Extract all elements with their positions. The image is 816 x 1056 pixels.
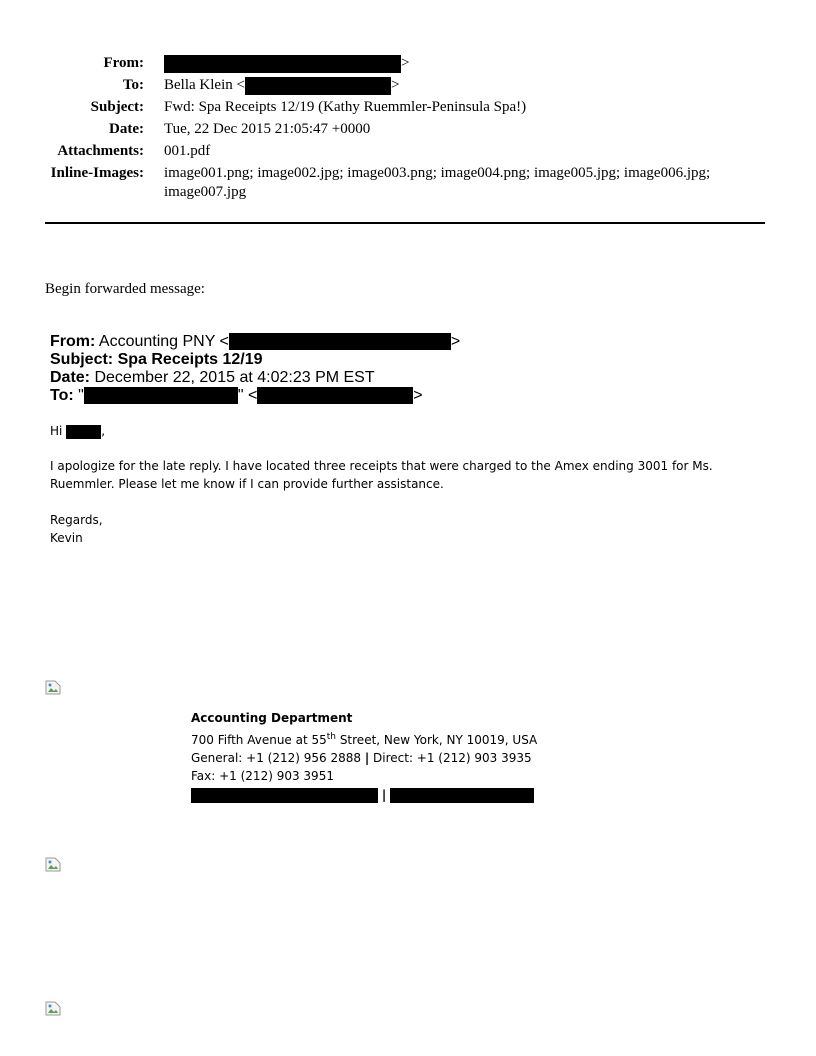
subject-label: Subject:: [90, 99, 144, 115]
forwarded-date-value: December 22, 2015 at 4:02:23 PM EST: [94, 369, 375, 386]
forwarded-subject-value: Spa Receipts 12/19: [117, 351, 263, 368]
forwarded-to-mid: " <: [237, 387, 258, 404]
forwarded-date-row: [50, 369, 375, 387]
signature-contact-redacted: [191, 786, 534, 804]
redacted-block: [191, 788, 378, 803]
forwarded-to-trail: >: [413, 387, 423, 404]
redacted-block: [390, 788, 534, 803]
inline-images-value-line1: image001.png; image002.jpg; image003.png; image004.png; image005.jpg; image006.jpg;: [164, 165, 711, 181]
redacted-block: [66, 425, 101, 439]
inline-images-value-line2: image007.jpg: [164, 184, 247, 200]
forwarded-date-label: Date:: [50, 369, 91, 386]
broken-image-icon: [45, 857, 61, 872]
greeting: Hi: [50, 424, 63, 438]
forwarded-subject-row: [50, 351, 263, 369]
from-trail: >: [401, 55, 410, 71]
forwarded-from-row: [50, 333, 460, 351]
signature-fax: Fax: +1 (212) 903 3951: [191, 769, 334, 783]
to-label: To:: [122, 77, 144, 93]
attachments-label: Attachments:: [57, 143, 144, 159]
redacted-block: [229, 333, 451, 350]
redacted-block: [245, 77, 391, 95]
to-trail: >: [390, 77, 400, 93]
begin-forwarded-label: Begin forwarded message:: [45, 281, 205, 297]
date-value: Tue, 22 Dec 2015 21:05:47 +0000: [164, 121, 371, 137]
forwarded-to-row: [50, 387, 423, 405]
message-paragraph-line2: Ruemmler. Please let me know if I can provide further assistance.: [50, 477, 444, 491]
date-label: Date:: [109, 121, 144, 137]
redacted-block: [257, 387, 413, 404]
forwarded-to-open-quote: ": [78, 387, 84, 404]
from-label: From:: [103, 55, 144, 71]
message-paragraph-line1: I apologize for the late reply. I have located three receipts that were charged to the Amex ending 3001 for Ms.: [50, 459, 713, 473]
broken-image-icon: [45, 680, 61, 695]
forwarded-from-value: Accounting PNY <: [98, 333, 229, 350]
greeting-line: [50, 422, 105, 440]
header-divider: [45, 222, 765, 224]
forwarded-from-label: From:: [50, 333, 96, 350]
greeting-trail: ,: [101, 424, 106, 438]
sender-name: Kevin: [50, 531, 83, 545]
signature-department: Accounting Department: [191, 711, 353, 725]
redacted-block: [84, 387, 238, 404]
forwarded-to-label: To:: [50, 387, 74, 404]
attachments-value[interactable]: 001.pdf: [164, 143, 211, 159]
regards-line: Regards,: [50, 513, 103, 527]
subject-value: Fwd: Spa Receipts 12/19 (Kathy Ruemmler-Peninsula Spa!): [164, 99, 527, 115]
to-name: Bella Klein <: [164, 77, 245, 93]
broken-image-icon: [45, 1001, 61, 1016]
contact-separator: |: [381, 788, 387, 802]
signature-address: 700 Fifth Avenue at 55th Street, New York, NY 10019, USA: [191, 732, 538, 747]
forwarded-from-trail: >: [450, 333, 461, 350]
forwarded-subject-label: Subject:: [50, 351, 114, 368]
signature-phones: General: +1 (212) 956 2888 | Direct: +1 (212) 903 3935: [191, 751, 532, 765]
redacted-block: [164, 55, 401, 73]
inline-images-label: Inline-Images:: [50, 165, 144, 181]
